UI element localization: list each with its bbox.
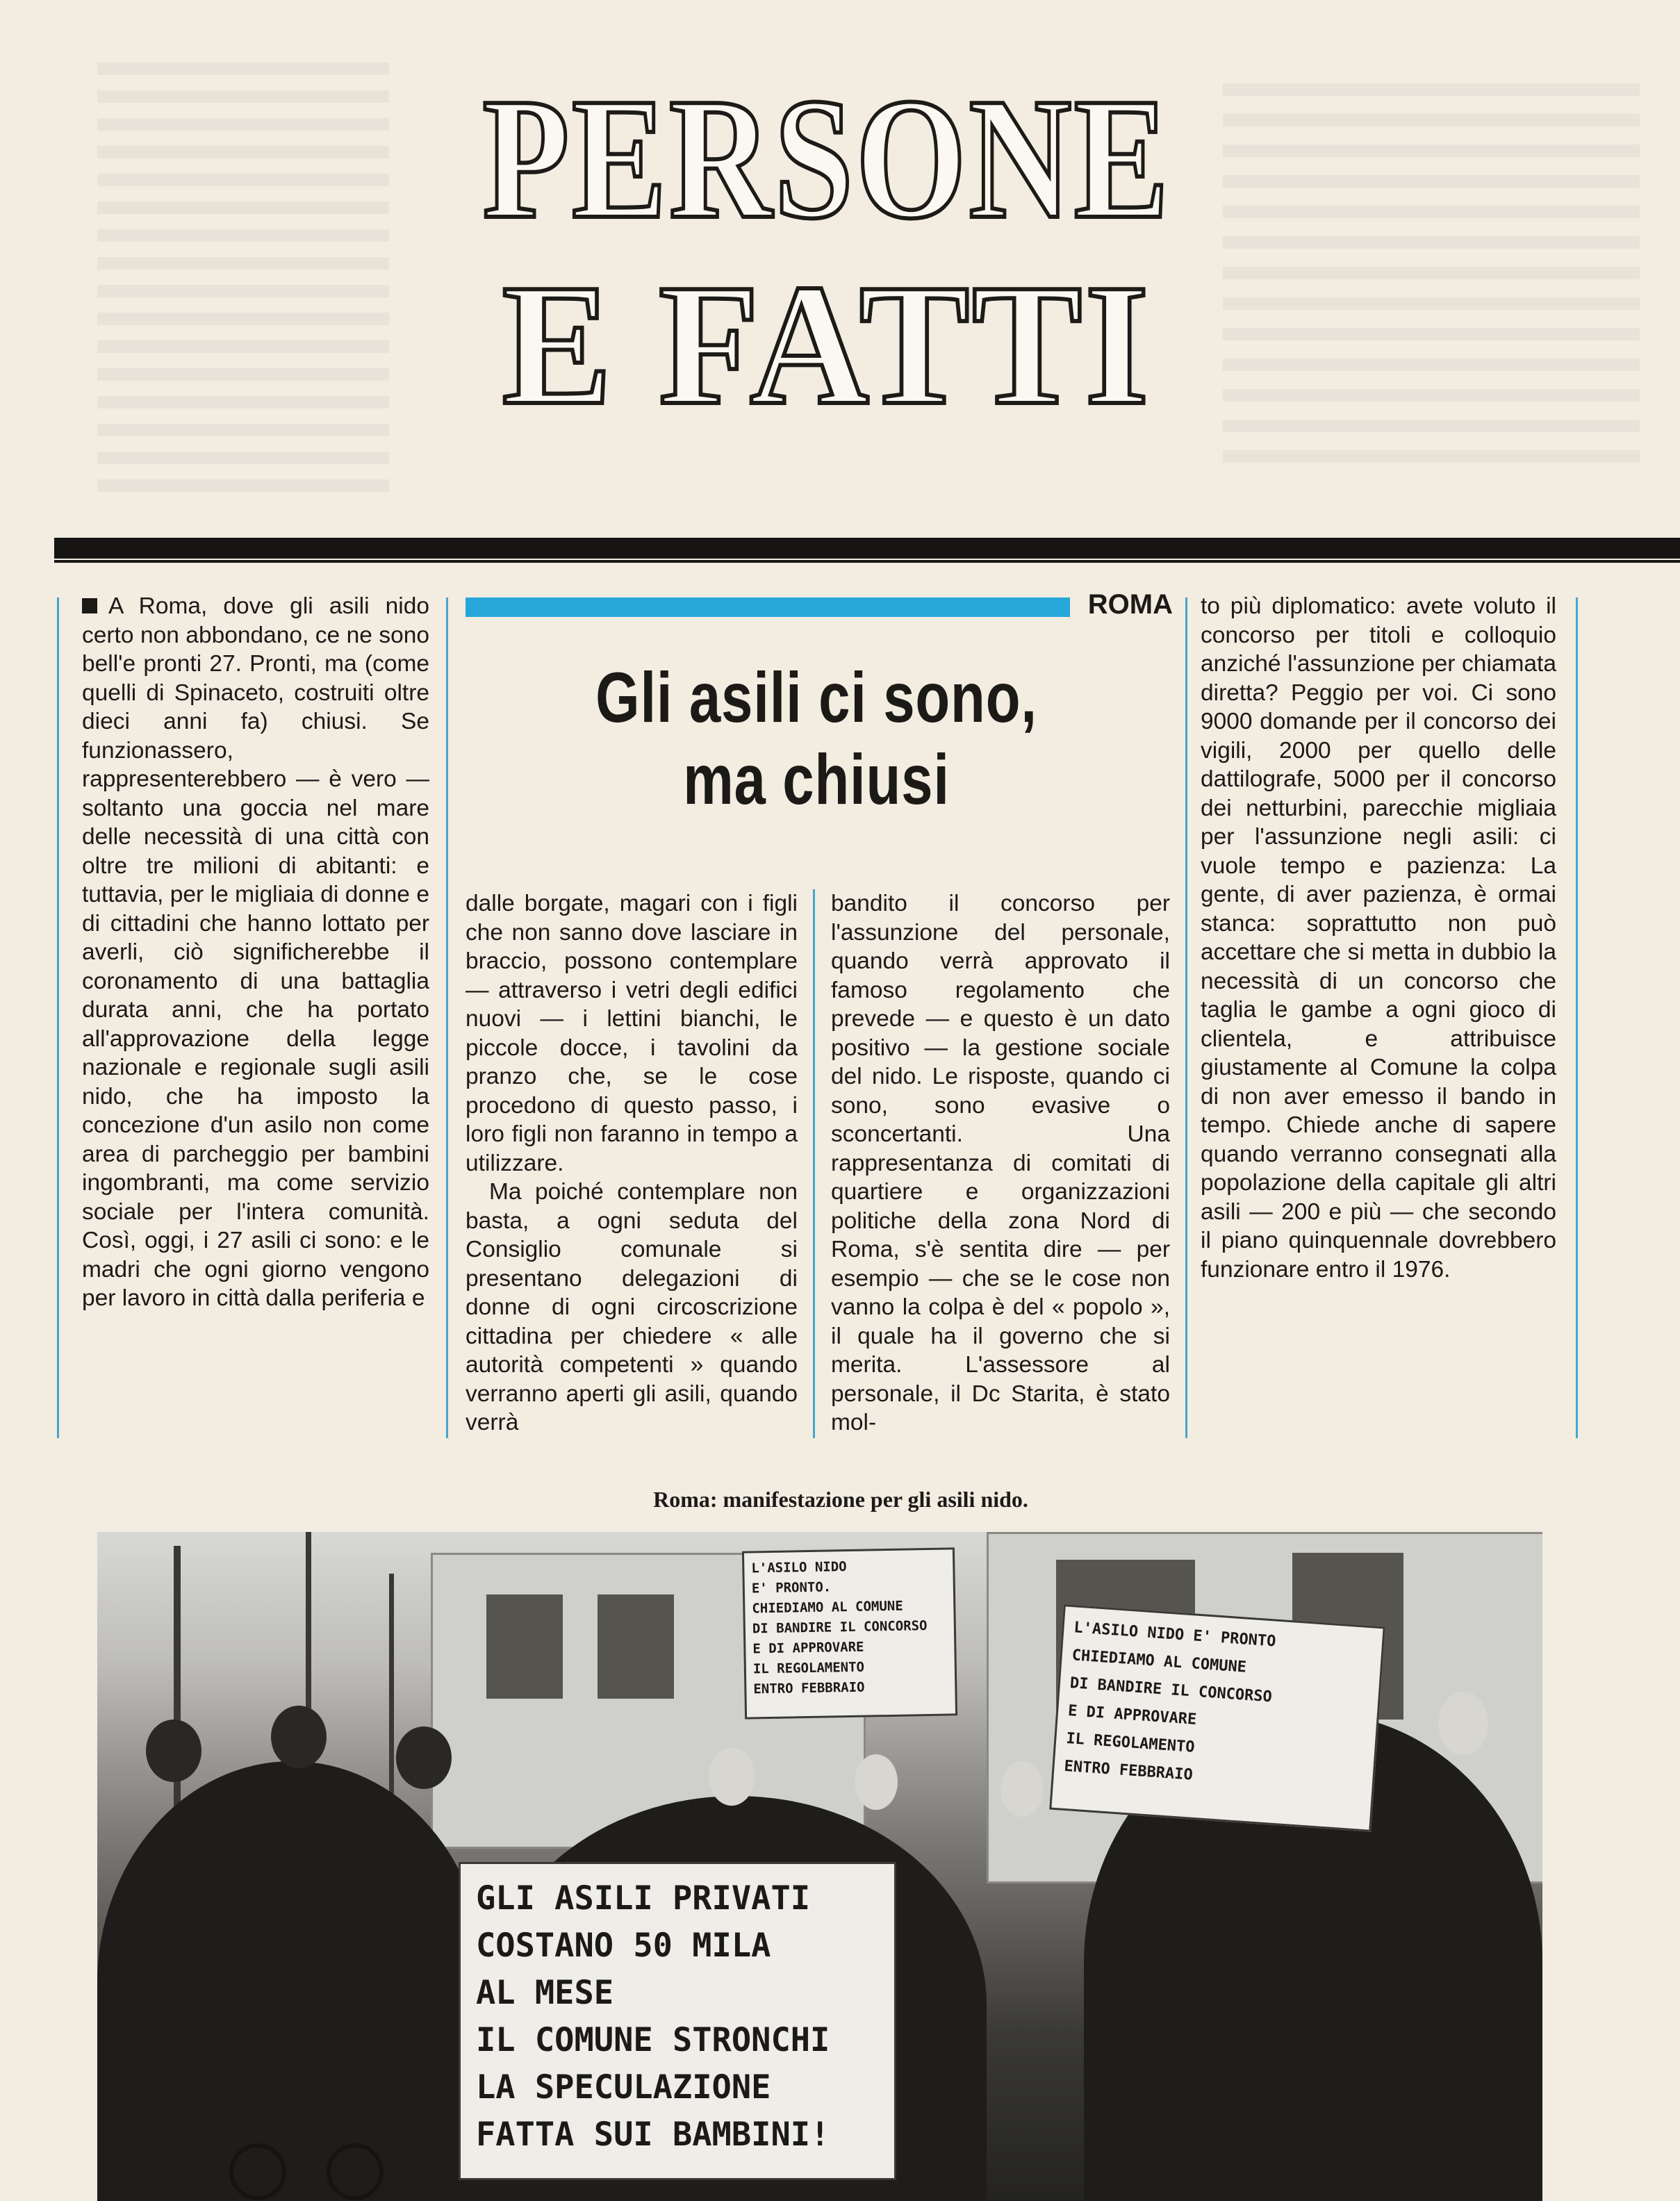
sign-right-line: E DI APPROVARE (1067, 1702, 1198, 1729)
show-through-texture (97, 63, 389, 493)
sign-main-line: LA SPECULAZIONE (476, 2068, 771, 2107)
sign-top-line: ENTRO FEBBRAIO (753, 1679, 865, 1697)
sign-main-line: GLI ASILI PRIVATI (476, 1879, 811, 1918)
masthead-line-1: PERSONE (482, 63, 1171, 255)
article-headline (466, 657, 1167, 821)
building-window (598, 1594, 674, 1699)
crowd-group-left (97, 1761, 486, 2201)
column-2-paragraph-1: dalle borgate, magari con i figli che non sanno dove lasciare in braccio, possono contemplare — attraverso i vetri degli edifici nuovi — i lettini bianchi, le piccole docce, i tavolini da pranzo che, se le cose procedono di questo passo, i loro figli non faranno in tempo a utilizzare. (466, 891, 798, 1176)
column-2-paragraph-2: Ma poiché contemplare non basta, a ogni seduta del Consiglio comunale si presentano delegazioni di donne di ogni circoscrizione cittadina per chiedere « alle autorità competenti » quando verranno aperti gli asili, quando verrà (466, 1179, 798, 1435)
sign-top-line: IL REGOLAMENTO (752, 1659, 865, 1677)
masthead-divider-thick (54, 538, 1680, 559)
bare-tree (174, 1546, 181, 1838)
column-rule-2 (813, 889, 815, 1438)
article-column-4 (1201, 592, 1556, 1284)
masthead-divider-thin (54, 560, 1680, 563)
protest-sign-top (742, 1547, 957, 1719)
sign-main-line: COSTANO 50 MILA (476, 1927, 771, 1965)
headline-line-2: ma chiusi (683, 740, 950, 819)
person-head (271, 1706, 327, 1768)
person-head (396, 1726, 452, 1789)
building-window (486, 1594, 563, 1699)
person-face (709, 1747, 755, 1806)
column-1-text: A Roma, dove gli asili nido certo non abbondano, ce ne sono bell'e pronti 27. Pronti, ma (come quelli di Spinaceto, costruiti oltre dieci anni fa) chiusi. Se funzionassero, rappresenterebbero — è vero — soltanto una goccia nel mare delle necessità di una città con oltre tre milioni di abitanti: e tuttavia, per le migliaia di donne e di cittadini che hanno lottato per averli, ciò significherebbe il coronamento di una battaglia durata anni, che ha portato all'approvazione della legge nazionale e regionale sugli asili nido, che ha imposto la concezione d'un asilo non come area di parcheggio per bambini ingombranti, ma come servizio sociale per l'intera comunità. Così, oggi, i 27 asili ci sono: e le madri che ogni giorno vengono per lavoro in città dalla periferia e (82, 593, 429, 1311)
sign-top-line: E DI APPROVARE (752, 1639, 864, 1657)
column-rule-right (1576, 597, 1578, 1438)
protest-sign-right (1049, 1604, 1385, 1832)
section-accent-bar (466, 597, 1070, 617)
protest-sign-main (459, 1862, 896, 2180)
sign-right-line: DI BANDIRE IL CONCORSO (1069, 1674, 1273, 1706)
column-3-text: bandito il concorso per l'assunzione del personale, quando verrà approvato il famoso regolamento che prevede — e questo è un dato positivo — la gestione sociale del nido. Le risposte, quando ci sono, sono evasive o sconcertanti. Una rappresentanza di comitati di quartiere e organizzazioni politiche della zona Nord di Roma, s'è sentita dire — per esempio — che se le cose non vanno la colpa è del « popolo », il quale ha il governo che si merita. L'assessore al personale, il Dc Starita, è stato mol- (831, 891, 1170, 1435)
sign-top-line: CHIEDIAMO AL COMUNE (752, 1598, 903, 1617)
section-label: ROMA (1087, 589, 1173, 620)
article-column-2 (466, 889, 798, 1437)
sign-main-line: FATTA SUI BAMBINI! (476, 2116, 830, 2154)
sign-top-line: DI BANDIRE IL CONCORSO (752, 1618, 928, 1637)
sign-right-line: ENTRO FEBBRAIO (1063, 1757, 1194, 1784)
stroller-wheel (229, 2143, 286, 2200)
sign-top-line: L'ASILO NIDO (751, 1559, 847, 1576)
sign-main-line: IL COMUNE STRONCHI (476, 2021, 830, 2059)
masthead-line-2: E FATTI (502, 249, 1152, 441)
photo-caption: Roma: manifestazione per gli asili nido. (653, 1487, 1028, 1512)
masthead-title (389, 63, 1265, 441)
stroller-wheel (327, 2143, 384, 2200)
show-through-texture-right (1223, 83, 1640, 472)
column-rule-3 (1185, 597, 1187, 1438)
paragraph-bullet-icon (82, 598, 97, 613)
article-column-1 (82, 592, 429, 1313)
sign-top-line: E' PRONTO. (751, 1579, 832, 1597)
headline-line-1: Gli asili ci sono, (595, 658, 1037, 737)
person-head (146, 1720, 201, 1782)
sign-right-line: IL REGOLAMENTO (1065, 1729, 1196, 1756)
person-face (1000, 1761, 1044, 1817)
article-column-3 (831, 889, 1170, 1437)
sign-main-line: AL MESE (476, 1974, 614, 2012)
protest-photo (97, 1532, 1542, 2201)
person-face (855, 1754, 898, 1810)
column-rule-left (57, 597, 59, 1438)
column-rule-1 (446, 597, 448, 1438)
sign-right-line: CHIEDIAMO AL COMUNE (1071, 1647, 1247, 1676)
column-4-text: to più diplomatico: avete voluto il concorso per titoli e colloquio anziché l'assunzione per chiamata diretta? Peggio per voi. Ci sono 9000 domande per il concorso dei vigili, 2000 per quello delle dattilografe, 5000 per il concorso dei netturbini, parecchie migliaia per l'assunzione negli asili: ci vuole tempo e pazienza: La gente, di aver pazienza, è ormai stanca: soprattutto non può accettare che si metta in dubbio la necessità di un concorso che taglia le gambe a ogni gioco di clientela, e attribuisce giustamente al Comune la colpa di non aver emesso il bando in tempo. Chiede anche di sapere quando verranno consegnati alla popolazione della capitale gli altri asili — 200 e più — che secondo il piano quinquennale dovrebbero funzionare entro il 1976. (1201, 593, 1556, 1283)
person-face (1438, 1692, 1488, 1756)
sign-right-line: L'ASILO NIDO E' PRONTO (1073, 1619, 1277, 1651)
